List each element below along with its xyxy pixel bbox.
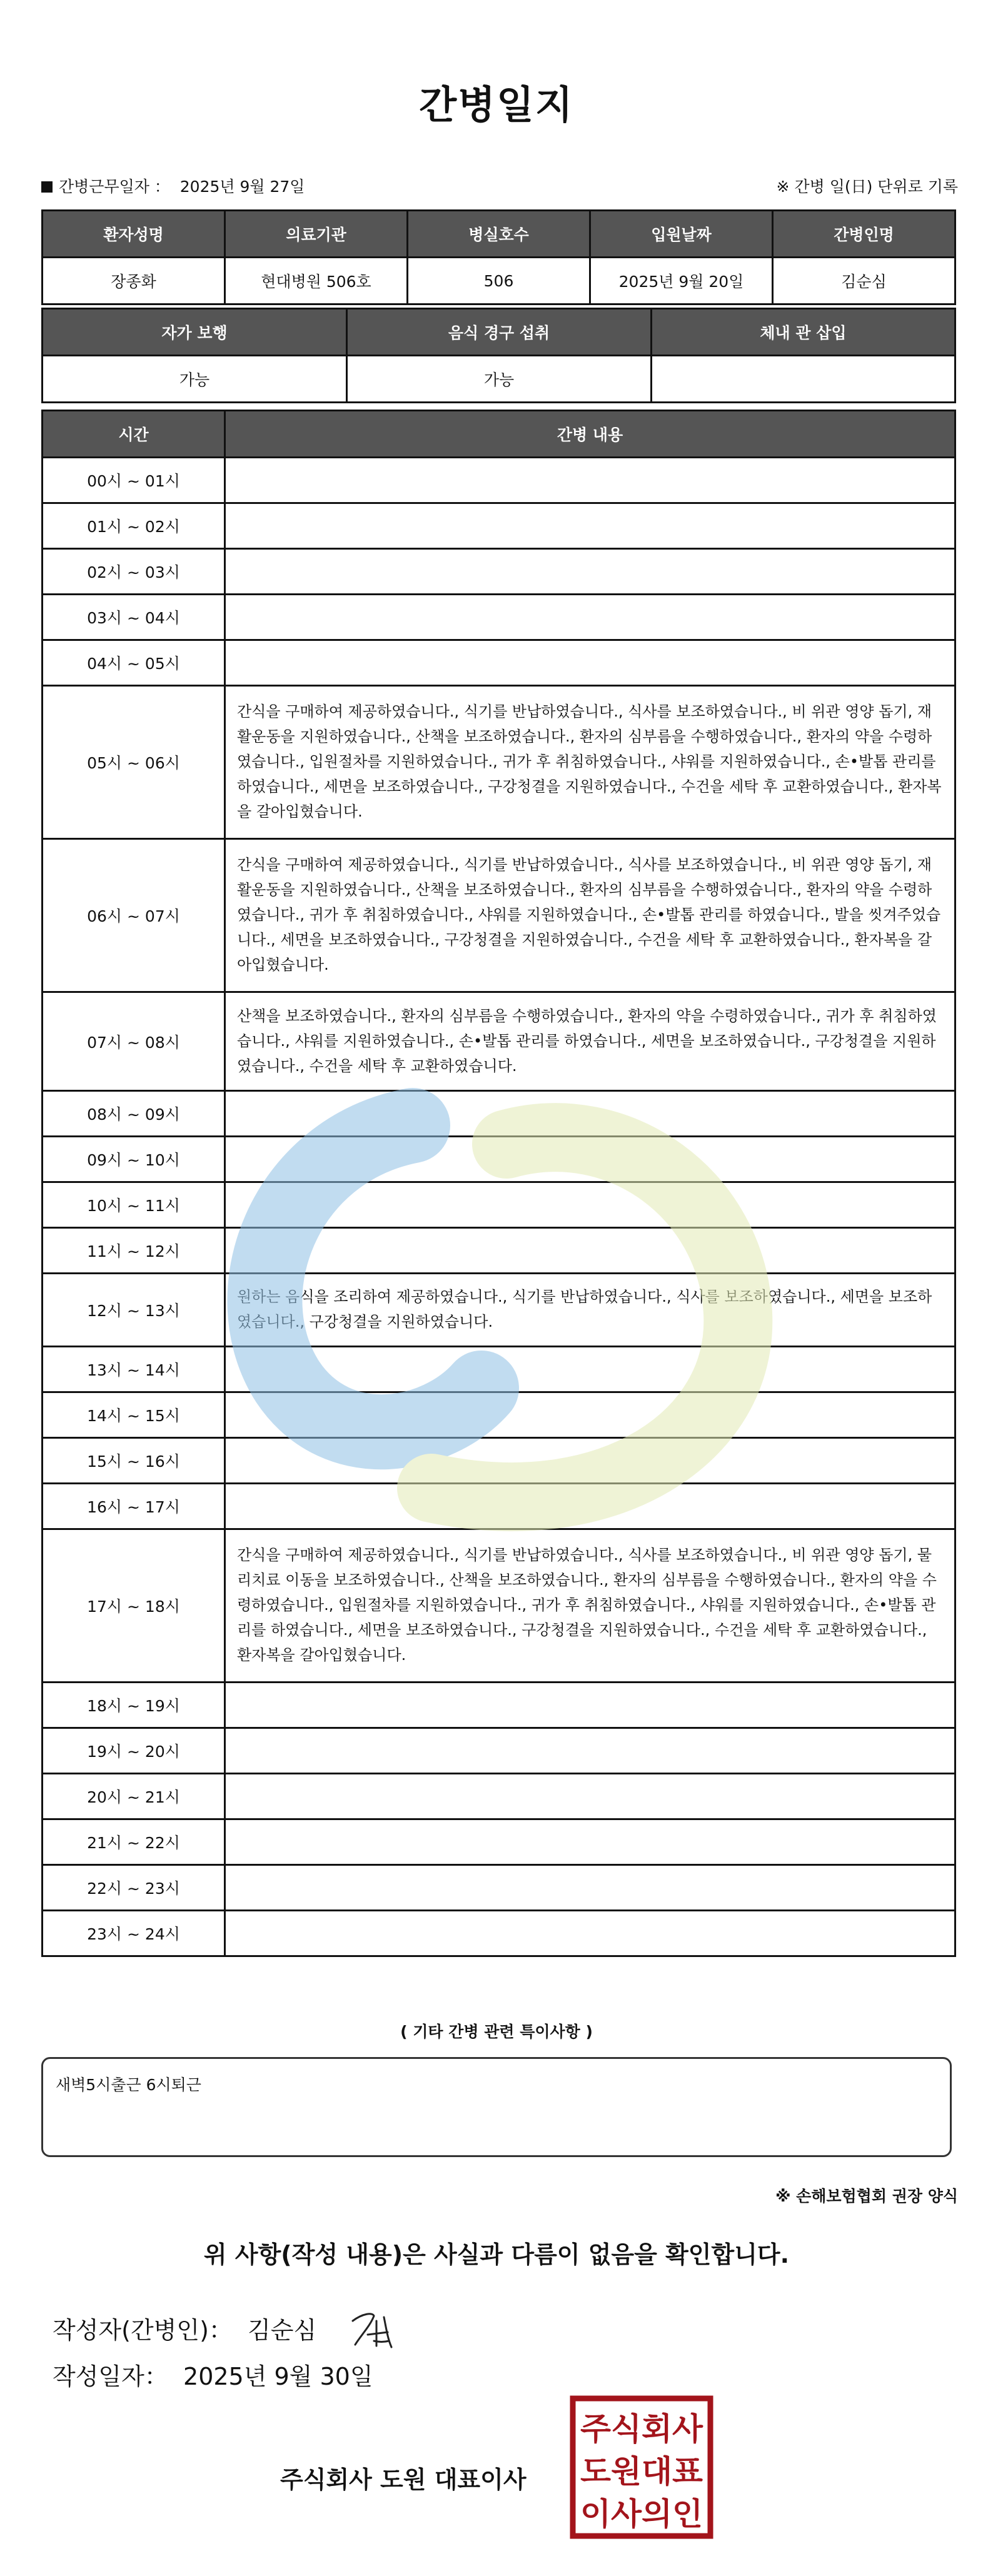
care-log-content: 원하는 음식을 조리하여 제공하였습니다., 식기를 반납하였습니다., 식사를 보조하였습니다., 세면을 보조하였습니다., 구강청결을 지원하였습니다. [225,1274,955,1347]
hospital-name: 현대병원 506호 [225,258,408,304]
care-log-time: 17시 ~ 18시 [43,1529,225,1683]
care-log-time: 13시 ~ 14시 [43,1347,225,1392]
care-log-time: 22시 ~ 23시 [43,1865,225,1911]
care-log-time: 03시 ~ 04시 [43,595,225,640]
care-log-content [225,1683,955,1728]
care-log-content [225,1228,955,1274]
care-log-content [225,503,955,549]
unit-note: ※ 간병 일(日) 단위로 기록 [776,178,958,196]
special-notes-title: ( 기타 간병 관련 특이사항 ) [400,2023,593,2041]
care-log-time: 10시 ~ 11시 [43,1182,225,1228]
work-date-label: 간병근무일자 ： [59,178,170,196]
care-log-time: 14시 ~ 15시 [43,1392,225,1438]
recommendation-note: ※ 손해보험협회 권장 양식 [775,2187,958,2205]
time-header: 시간 [43,411,225,458]
care-log-content: 간식을 구매하여 제공하였습니다., 식기를 반납하였습니다., 식사를 보조하였습니다., 비 위관 영양 돕기, 재활운동을 지원하였습니다., 산책을 보조하였습니다., 환자의 심부름을 수행하였습니다., 환자의 약을 수령하였습니다., 귀가 후 취침하였습니다., 샤워를 지원하였습니다., 손•발톱 관리를 하였습니다., 발을 씻겨주었습니다., 세면을 보조하였습니다., 구강청결을 지원하였습니다., 수건을 세탁 후 교환하였습니다., 환자복을 갈아입혔습니다. [225,839,955,992]
care-log-row [43,1137,955,1182]
care-log-time: 12시 ~ 13시 [43,1274,225,1347]
care-log-row [43,1774,955,1819]
care-log-content [225,1911,955,1956]
care-log-time: 15시 ~ 16시 [43,1438,225,1484]
admission-date-header: 입원날짜 [590,211,773,258]
svg-text:도원대표: 도원대표 [580,2453,703,2490]
page-title: 간병일지 [419,82,574,128]
care-log-content [225,1347,955,1392]
care-log-time: 16시 ~ 17시 [43,1484,225,1529]
care-log-content [225,1392,955,1438]
care-log-row [43,1728,955,1774]
room-number: 506 [408,258,590,304]
care-log-row [43,1865,955,1911]
writer-label: 작성자(간병인)： [53,2317,233,2344]
care-log-content [225,1091,955,1137]
care-log-row [43,1438,955,1484]
ability-table [41,308,956,403]
care-log-row [43,1683,955,1728]
care-log-content [225,1819,955,1865]
writer-line [53,2307,399,2357]
care-log-row [43,1911,955,1956]
room-header: 병실호수 [408,211,590,258]
care-log-row [43,1484,955,1529]
written-date-value: 2025년 9월 30일 [183,2363,373,2390]
care-log-time: 19시 ~ 20시 [43,1728,225,1774]
care-log-content [225,640,955,686]
care-log-time: 20시 ~ 21시 [43,1774,225,1819]
care-log-content [225,1774,955,1819]
self-walking-header: 자가 보행 [43,309,347,356]
care-log-content: 산책을 보조하였습니다., 환자의 심부름을 수행하였습니다., 환자의 약을 수령하였습니다., 귀가 후 취침하였습니다., 샤워를 지원하였습니다., 손•발톱 관리를 하였습니다., 세면을 보조하였습니다., 구강청결을 지원하였습니다., 수건을 세탁 후 교환하였습니다. [225,992,955,1091]
content-header: 간병 내용 [225,411,955,458]
care-log-row [43,839,955,992]
care-log-content [225,1484,955,1529]
care-log-time: 23시 ~ 24시 [43,1911,225,1956]
hospital-header: 의료기관 [225,211,408,258]
care-log-rows [43,458,955,1956]
care-log-content [225,458,955,503]
care-log-time: 07시 ~ 08시 [43,992,225,1091]
svg-text:주식회사: 주식회사 [580,2411,703,2447]
care-log-content [225,1137,955,1182]
care-log-content: 간식을 구매하여 제공하였습니다., 식기를 반납하였습니다., 식사를 보조하였습니다., 비 위관 영양 돕기, 재활운동을 지원하였습니다., 산책을 보조하였습니다., 환자의 심부름을 수행하였습니다., 환자의 약을 수령하였습니다., 입원절차를 지원하였습니다., 귀가 후 취침하였습니다., 샤워를 지원하였습니다., 손•발톱 관리를 하였습니다., 세면을 보조하였습니다., 구강청결을 지원하였습니다., 수건을 세탁 후 교환하였습니다., 환자복을 갈아입혔습니다. [225,686,955,839]
care-log-content [225,1728,955,1774]
care-log-row [43,1182,955,1228]
care-log-time: 00시 ~ 01시 [43,458,225,503]
written-date-line [53,2357,373,2392]
care-log-row [43,1819,955,1865]
care-log-row [43,1347,955,1392]
care-log-row [43,686,955,839]
written-date-label: 작성일자： [53,2363,168,2390]
care-log-time: 02시 ~ 03시 [43,549,225,595]
care-log-row [43,1228,955,1274]
care-log-time: 04시 ~ 05시 [43,640,225,686]
patient-name-header: 환자성명 [43,211,225,258]
caregiver-name: 김순심 [773,258,955,304]
company-name: 주식회사 도원 대표이사 [280,2466,527,2493]
special-notes-text: 새벽5시출근 6시퇴근 [56,2076,201,2094]
care-log-time: 05시 ~ 06시 [43,686,225,839]
signature-icon [349,2307,399,2357]
care-log-row [43,1091,955,1137]
care-log-content [225,1182,955,1228]
care-log-time: 21시 ~ 22시 [43,1819,225,1865]
care-log-time: 01시 ~ 02시 [43,503,225,549]
care-log-content: 간식을 구매하여 제공하였습니다., 식기를 반납하였습니다., 식사를 보조하였습니다., 비 위관 영양 돕기, 물리치료 이동을 보조하였습니다., 산책을 보조하였습니다., 환자의 심부름을 수행하였습니다., 환자의 약을 수령하였습니다., 입원절차를 지원하였습니다., 귀가 후 취침하였습니다., 샤워를 지원하였습니다., 손•발톱 관리를 하였습니다., 세면을 보조하였습니다., 구강청결을 지원하였습니다., 수건을 세탁 후 교환하였습니다., 환자복을 갈아입혔습니다. [225,1529,955,1683]
care-log-row [43,640,955,686]
care-log-content [225,595,955,640]
caregiver-name-header: 간병인명 [773,211,955,258]
care-log-content [225,549,955,595]
writer-name: 김순심 [248,2317,317,2344]
care-log-row [43,503,955,549]
care-log-row [43,595,955,640]
care-log-time: 08시 ~ 09시 [43,1091,225,1137]
company-seal-stamp [569,2395,714,2540]
self-walking-value: 가능 [43,356,347,403]
special-notes-box [41,2057,952,2157]
care-log-table [41,410,956,1957]
care-log-row [43,1274,955,1347]
svg-text:이사의인: 이사의인 [580,2496,703,2532]
patient-info-table [41,209,956,305]
care-log-time: 09시 ~ 10시 [43,1137,225,1182]
care-log-row [43,549,955,595]
patient-name: 장종화 [43,258,225,304]
care-log-row [43,1529,955,1683]
work-date-value: 2025년 9월 27일 [179,178,305,196]
tube-insertion-header: 체내 관 삽입 [652,309,955,356]
care-log-row [43,458,955,503]
work-date-line [41,174,305,197]
care-log-time: 06시 ~ 07시 [43,839,225,992]
square-bullet-icon [41,181,53,193]
care-log-row [43,992,955,1091]
care-log-time: 11시 ~ 12시 [43,1228,225,1274]
care-log-row [43,1392,955,1438]
admission-date: 2025년 9월 20일 [590,258,773,304]
tube-insertion-value [652,356,955,403]
oral-intake-header: 음식 경구 섭취 [347,309,652,356]
care-log-content [225,1865,955,1911]
oral-intake-value: 가능 [347,356,652,403]
confirmation-statement: 위 사항(작성 내용)은 사실과 다름이 없음을 확인합니다. [203,2241,790,2268]
care-log-content [225,1438,955,1484]
care-log-time: 18시 ~ 19시 [43,1683,225,1728]
